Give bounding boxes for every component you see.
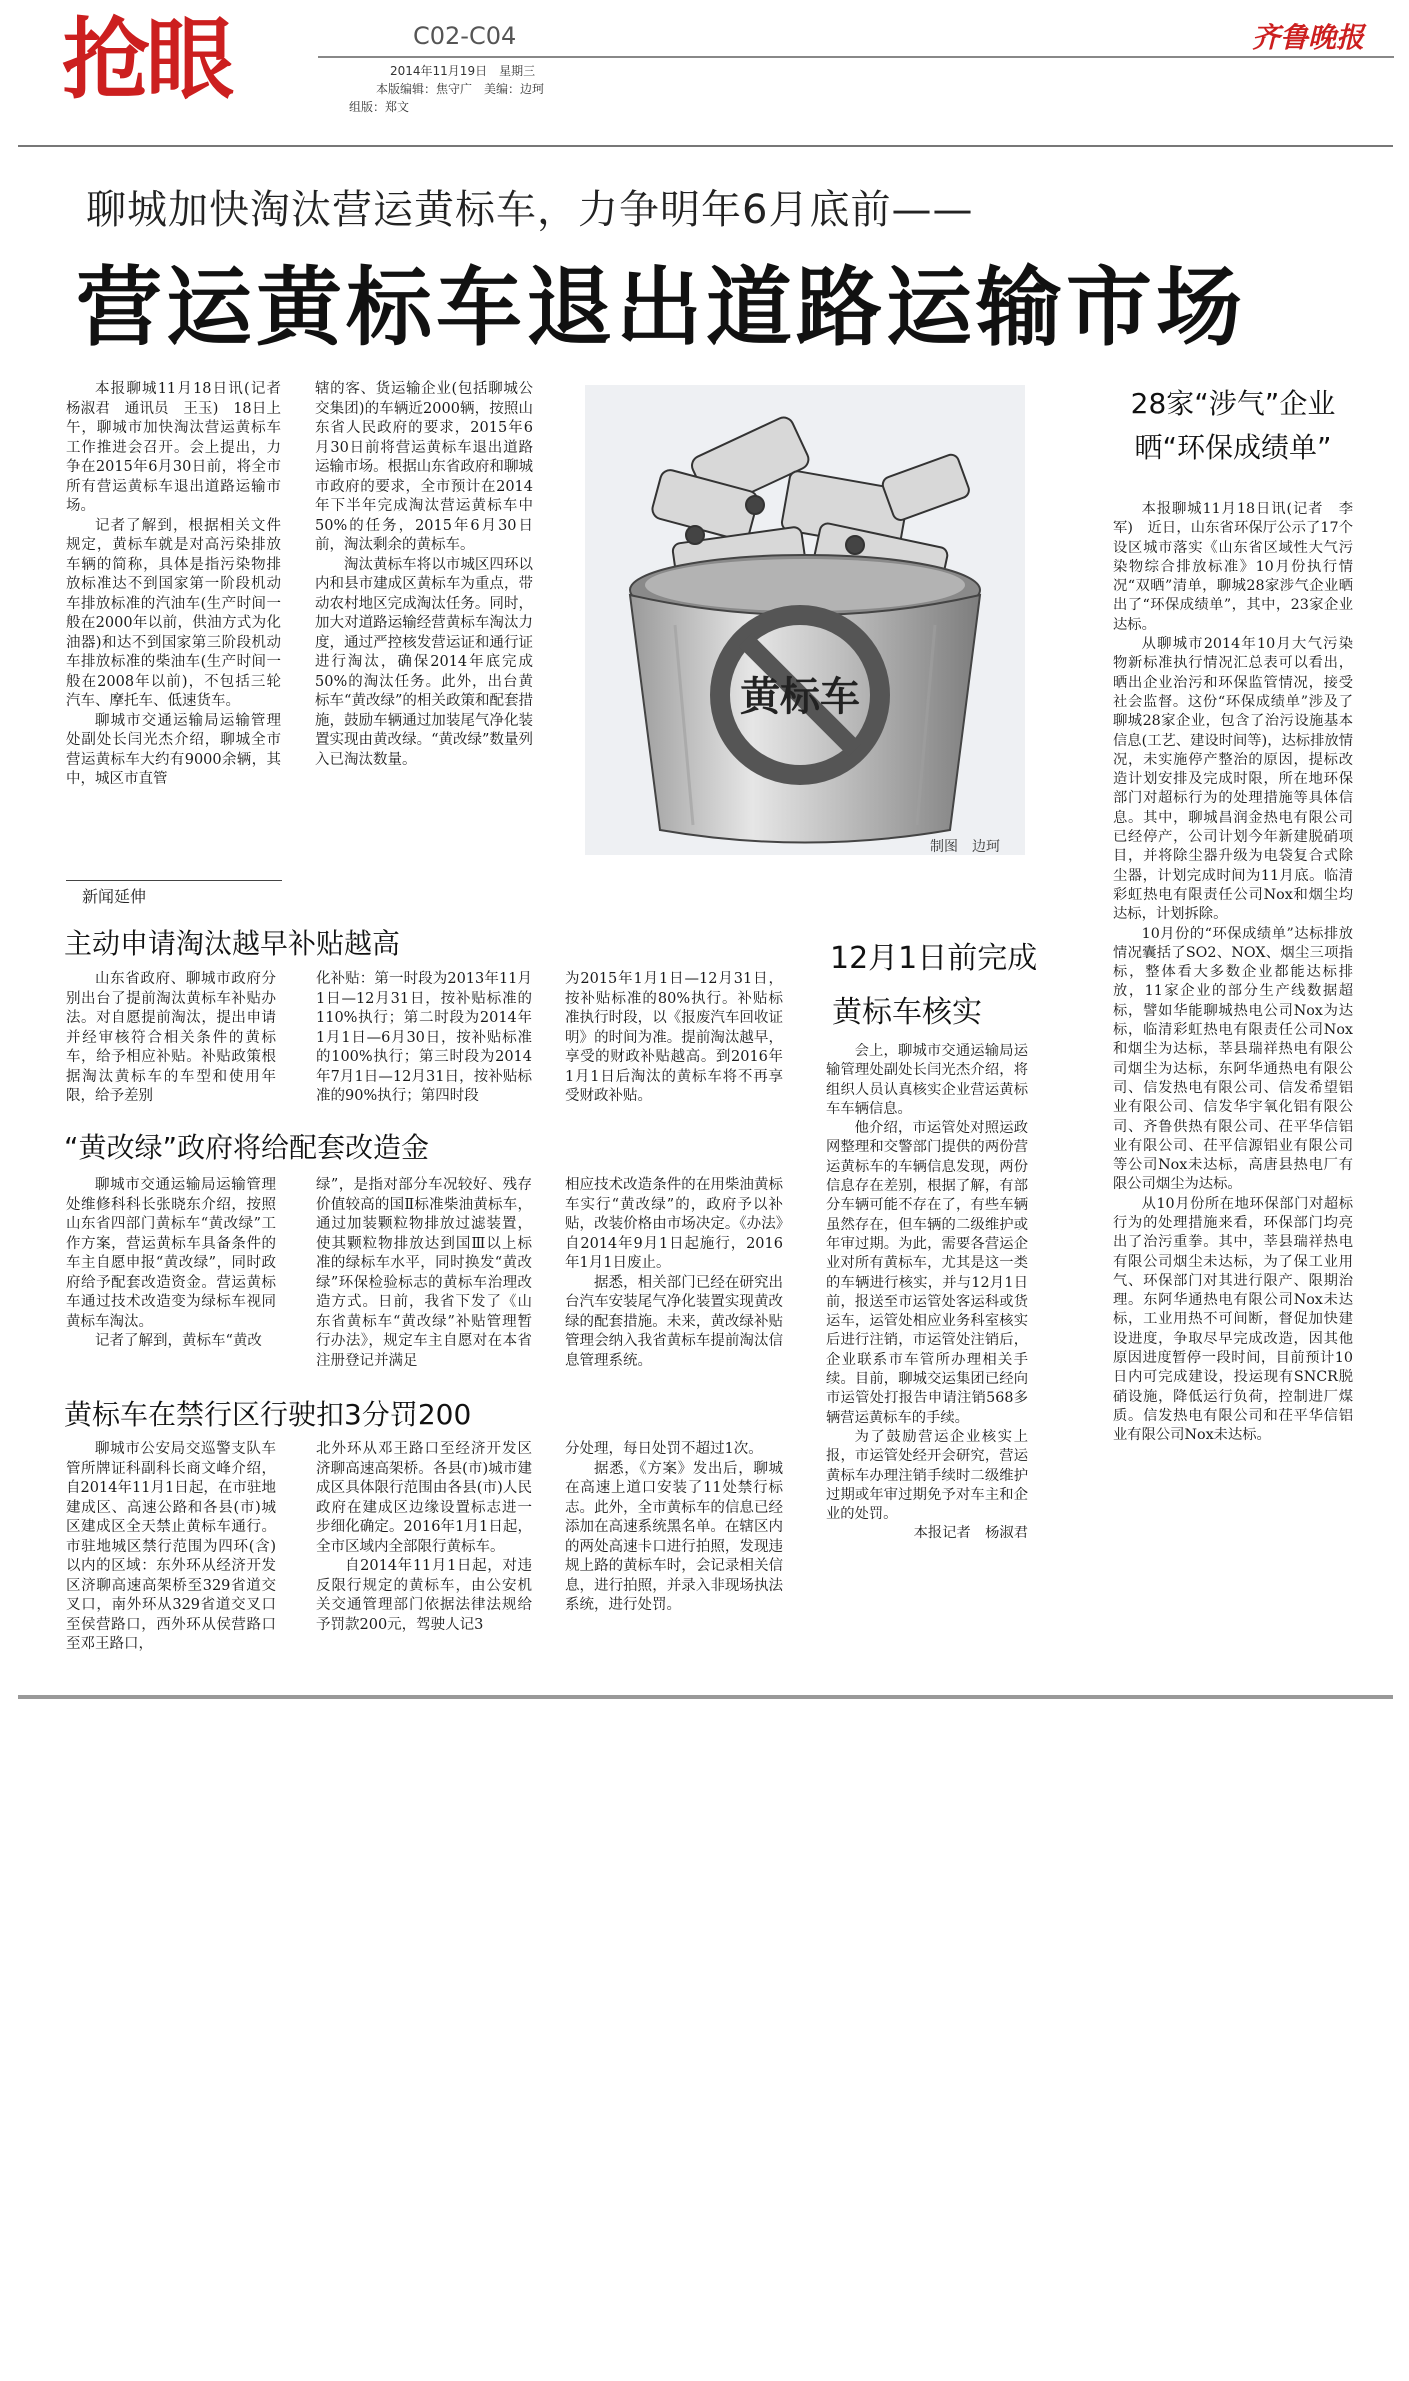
side-paragraph: 10月份的“环保成绩单”达标排放情况囊括了SO2、NOX、烟尘三项指标，整体看大多数企业都能达标排放，11家企业的部分生产线数据超标，譬如华能聊城热电公司Nox为达标，临清彩虹热电有限责任公司Nox和烟尘为达标，莘县瑞祥热电有限公司烟尘为达标，东阿华通热电有限公司、信发热电有限公司、信发希望铝业有限公司、信发华宇氧化铝有限公司、齐鲁供热有限公司、茌平华信铝业有限公司、茌平信源铝业有限公司等公司Nox未达标，高唐县热电厂有限公司烟尘为达标。: [1113, 925, 1353, 1193]
section-paragraph: 绿”，是指对部分车况较好、残存价值较高的国Ⅱ标准柴油黄标车，通过加装颗粒物排放过滤装置，使其颗粒物排放达到国Ⅲ以上标准的绿标车水平，同时换发“黄改绿”环保检验标志的黄标车治理改造方式。日前，我省下发了《山东省黄标车“黄改绿”补贴管理暂行办法》，规定车主自愿对在本省注册登记并满足: [316, 1177, 532, 1369]
newspaper-logo: 齐鲁晚报: [1252, 21, 1365, 54]
section-paragraph: 聊城市公安局交巡警支队车管所牌证科副科长商文峰介绍，自2014年11月1日起，在市驻地建成区、高速公路和各县(市)城区建成区全天禁止黄标车通行。市驻地城区禁行范围为四环(含)以内的区域：东外环从经济开发区济聊高速高架桥至329省道交叉口，南外环从329省道交叉口至侯营路口，西外环从侯营路口至邓王路口，: [66, 1441, 276, 1652]
section-2-col-1: [66, 1176, 276, 1352]
section-2-col-2: [316, 1176, 532, 1371]
section-2-col-3: [565, 1176, 783, 1371]
section-3-col-2: [316, 1440, 532, 1635]
verification-paragraph: 他介绍，市运管处对照运政网整理和交警部门提供的两份营运黄标车的车辆信息发现，两份信息存在差别，根据了解，有部分车辆可能不存在了，有些车辆虽然存在，但车辆的二级维护或年审过期。为此，需要各营运企业对所有黄标车，尤其是这一类的车辆进行核实，并与12月1日前，报送至市运管处客运科或货运车，运管处相应业务科室核实后进行注销，市运管处注销后，企业联系市车管所办理相关手续。目前，聊城交运集团已经向市运管处打报告申请注销568多辆营运黄标车的手续。: [826, 1120, 1028, 1426]
side-title-line-2: 晒“环保成绩单”: [1134, 431, 1332, 464]
side-article-body: [1113, 500, 1353, 1446]
page-numbers: C02-C04: [413, 22, 517, 50]
trash-can-illustration: [585, 385, 1025, 855]
lead-paragraph: 聊城市交通运输局运输管理处副处长闫光杰介绍，聊城全市营运黄标车大约有9000余辆，其中，城区市直管: [66, 712, 281, 787]
side-paragraph: 本报聊城11月18日讯(记者 李军) 近日，山东省环保厅公示了17个设区城市落实《山东省区域性大气污染物综合排放标准》10月份执行情况“双晒”清单，聊城28家涉气企业晒出了“环保成绩单”，其中，23家企业达标。: [1113, 501, 1353, 633]
verification-body: [826, 1042, 1028, 1544]
side-paragraph: 从10月份所在地环保部门对超标行为的处理措施来看，环保部门均亮出了治污重拳。其中，莘县瑞祥热电有限公司烟尘未达标，为了保工业用气、环保部门对其进行限产、限期治理。东阿华通热电有限公司Nox未达标，工业用热不可间断，督促加快建设进度，争取尽早完成改造，因其他原因进度暂停一段时间，目前预计10日内可完成建设，投运现有SNCR脱硝设施，降低运行负荷，控制进厂煤质。信发热电有限公司和茌平华信铝业有限公司Nox未达标。: [1113, 1195, 1353, 1444]
verification-title-line-2: 黄标车核实: [832, 995, 982, 1030]
editor-credit: 本版编辑：焦守广 美编：边珂: [376, 82, 545, 96]
section-1-col-2: [316, 970, 532, 1107]
section-paragraph: 化补贴：第一时段为2013年11月1日—12月31日，按补贴标准的110%执行；第二时段为2014年1月1日—6月30日，按补贴标准的100%执行；第三时段为2014年7月1日—12月31日，按补贴标准的90%执行；第四时段: [316, 971, 532, 1104]
lead-column-2: [315, 380, 533, 770]
side-title-line-1: 28家“涉气”企业: [1130, 387, 1336, 420]
headline-subtitle: 聊城加快淘汰营运黄标车，力争明年6月底前——: [86, 187, 974, 233]
verification-title-line-1: 12月1日前完成: [830, 941, 1038, 976]
section-paragraph: 相应技术改造条件的在用柴油黄标车实行“黄改绿”的，政府予以补贴，改装价格由市场决定。《办法》自2014年9月1日起施行，2016年1月1日废止。: [565, 1177, 783, 1271]
section-paragraph: 分处理，每日处罚不超过1次。: [565, 1441, 763, 1457]
header-divider: [18, 145, 1393, 147]
side-paragraph: 从聊城市2014年10月大气污染物新标准执行情况汇总表可以看出，晒出企业治污和环保监管情况，接受社会监督。这份“环保成绩单”涉及了聊城28家企业，包含了治污设施基本信息(工艺、建设时间等)，达标排放情况，未实施停产整治的原因，提标改造计划安排及完成时限，所在地环保部门对超标行为的处理措施等具体信息。其中，聊城昌润金热电有限公司已经停产，公司计划今年新建脱硝项目，并将除尘器升级为电袋复合式除尘器，计划完成时间为11月底。临清彩虹热电有限责任公司Nox和烟尘均达标，计划拆除。: [1113, 636, 1353, 923]
lead-paragraph: 本报聊城11月18日讯(记者 杨淑君 通讯员 王玉) 18日上午，聊城市加快淘汰营运黄标车工作推进会召开。会上提出，力争在2015年6月30日前，将全市所有营运黄标车退出道路运输市场。: [66, 381, 296, 514]
section-paragraph: 为2015年1月1日—12月31日，按补贴标准的80%执行。补贴标准执行时段，以《报废汽车回收证明》的时间为准。提前淘汰越早，享受的财政补贴越高。到2016年1月1日后淘汰的黄标车将不再享受财政补贴。: [565, 971, 783, 1104]
lead-paragraph: 辖的客、货运输企业(包括聊城公交集团)的车辆近2000辆，按照山东省人民政府的要求，2015年6月30日前将营运黄标车退出道路运输市场。根据山东省政府和聊城市政府的要求，全市预计在2014年下半年完成淘汰营运黄标车中50%的任务，2015年6月30日前，淘汰剩余的黄标车。: [315, 381, 533, 553]
section-1-col-1: [66, 970, 276, 1107]
section-paragraph: 自2014年11月1日起，对违反限行规定的黄标车，由公安机关交通管理部门依据法律法规给予罚款200元，驾驶人记3: [316, 1558, 532, 1633]
side-article-title: [1108, 382, 1358, 470]
layout-credit: 组版：郑文: [349, 100, 410, 114]
section-paragraph: 记者了解到，黄标车“黄改: [95, 1333, 262, 1349]
section-paragraph: 据悉，相关部门已经在研究出台汽车安装尾气净化装置实现黄改绿的配套措施。未来，黄改绿补贴管理会纳入我省黄标车提前淘汰信息管理系统。: [565, 1274, 783, 1369]
lead-paragraph: 记者了解到，根据相关文件规定，黄标车就是对高污染排放车辆的简称，具体是指污染物排放标准达不到国家第一阶段机动车排放标准的汽油车(生产时间一般在2000年以前，供油方式为化油器)和达不到国家第三阶段机动车排放标准的柴油车(生产时间一般在2008年以前)，不包括三轮汽车、摩托车、低速货车。: [66, 517, 281, 709]
verification-paragraph: 为了鼓励营运企业核实上报，市运管处经开会研究，营运黄标车办理注销手续时二级维护过期或年审过期免予对车主和企业的处罚。: [826, 1428, 1028, 1523]
illustration-label: 黄标车: [740, 674, 860, 720]
section-3-col-3: [565, 1440, 783, 1616]
extension-rule: [66, 880, 282, 881]
verification-title: [830, 938, 1037, 1034]
lead-paragraph: 淘汰黄标车将以市城区四环以内和县市建成区黄标车为重点，带动农村地区完成淘汰任务。同时，加大对道路运输经营黄标车淘汰力度，通过严控核发营运证和通行证进行淘汰，确保2014年底完成50%的淘汰任务。此外，出台黄标车“黄改绿”的相关政策和配套措施，鼓励车辆通过加装尾气净化装置实现由黄改绿。“黄改绿”数量列入已淘汰数量。: [315, 556, 533, 768]
masthead-rule: [318, 56, 1394, 58]
lead-column-1: [66, 380, 296, 790]
headline-title: 营运黄标车退出道路运输市场: [76, 258, 1246, 358]
news-extension-tag: 新闻延伸: [82, 887, 147, 906]
verification-byline: 本报记者 杨淑君: [913, 1525, 1028, 1542]
trash-can-graphic: [585, 385, 1025, 855]
section-masthead: 抢眼: [62, 8, 231, 111]
section-2-heading: “黄改绿”政府将给配套改造金: [64, 1131, 430, 1164]
section-1-col-3: [565, 970, 783, 1107]
section-1-heading: 主动申请淘汰越早补贴越高: [64, 927, 401, 960]
section-3-heading: 黄标车在禁行区行驶扣3分罚200: [64, 1398, 472, 1431]
illustration-credit: 制图 边珂: [930, 839, 1000, 855]
section-paragraph: 聊城市交通运输局运输管理处维修科科长张晓东介绍，按照山东省四部门黄标车“黄改绿”工作方案，营运黄标车具备条件的车主自愿申报“黄改绿”，同时政府给予配套改造资金。营运黄标车通过技术改造变为绿标车视同黄标车淘汰。: [66, 1177, 276, 1330]
section-paragraph: 山东省政府、聊城市政府分别出台了提前淘汰黄标车补贴办法。对自愿提前淘汰，提出申请并经审核符合相关条件的黄标车，给予相应补贴。补贴政策根据淘汰黄标车的车型和使用年限，给予差别: [66, 971, 276, 1104]
section-3-col-1: [66, 1440, 276, 1655]
publish-date: 2014年11月19日 星期三: [390, 64, 536, 78]
section-paragraph: 据悉，《方案》发出后，聊城在高速上道口安装了11处禁行标志。此外，全市黄标车的信息已经添加在高速系统黑名单。在辖区内的两处高速卡口进行拍照，发现违规上路的黄标车时，会记录相关信息，进行拍照，并录入非现场执法系统，进行处罚。: [565, 1460, 783, 1613]
section-paragraph: 北外环从邓王路口至经济开发区济聊高速高架桥。各县(市)城市建成区具体限行范围由各县(市)人民政府在建成区边缘设置标志进一步细化确定。2016年1月1日起，全市区域内全部限行黄标车。: [316, 1441, 532, 1555]
verification-paragraph: 会上，聊城市交通运输局运输管理处副处长闫光杰介绍，将组织人员认真核实企业营运黄标车车辆信息。: [826, 1043, 1028, 1117]
footer-divider: [18, 1695, 1393, 1699]
